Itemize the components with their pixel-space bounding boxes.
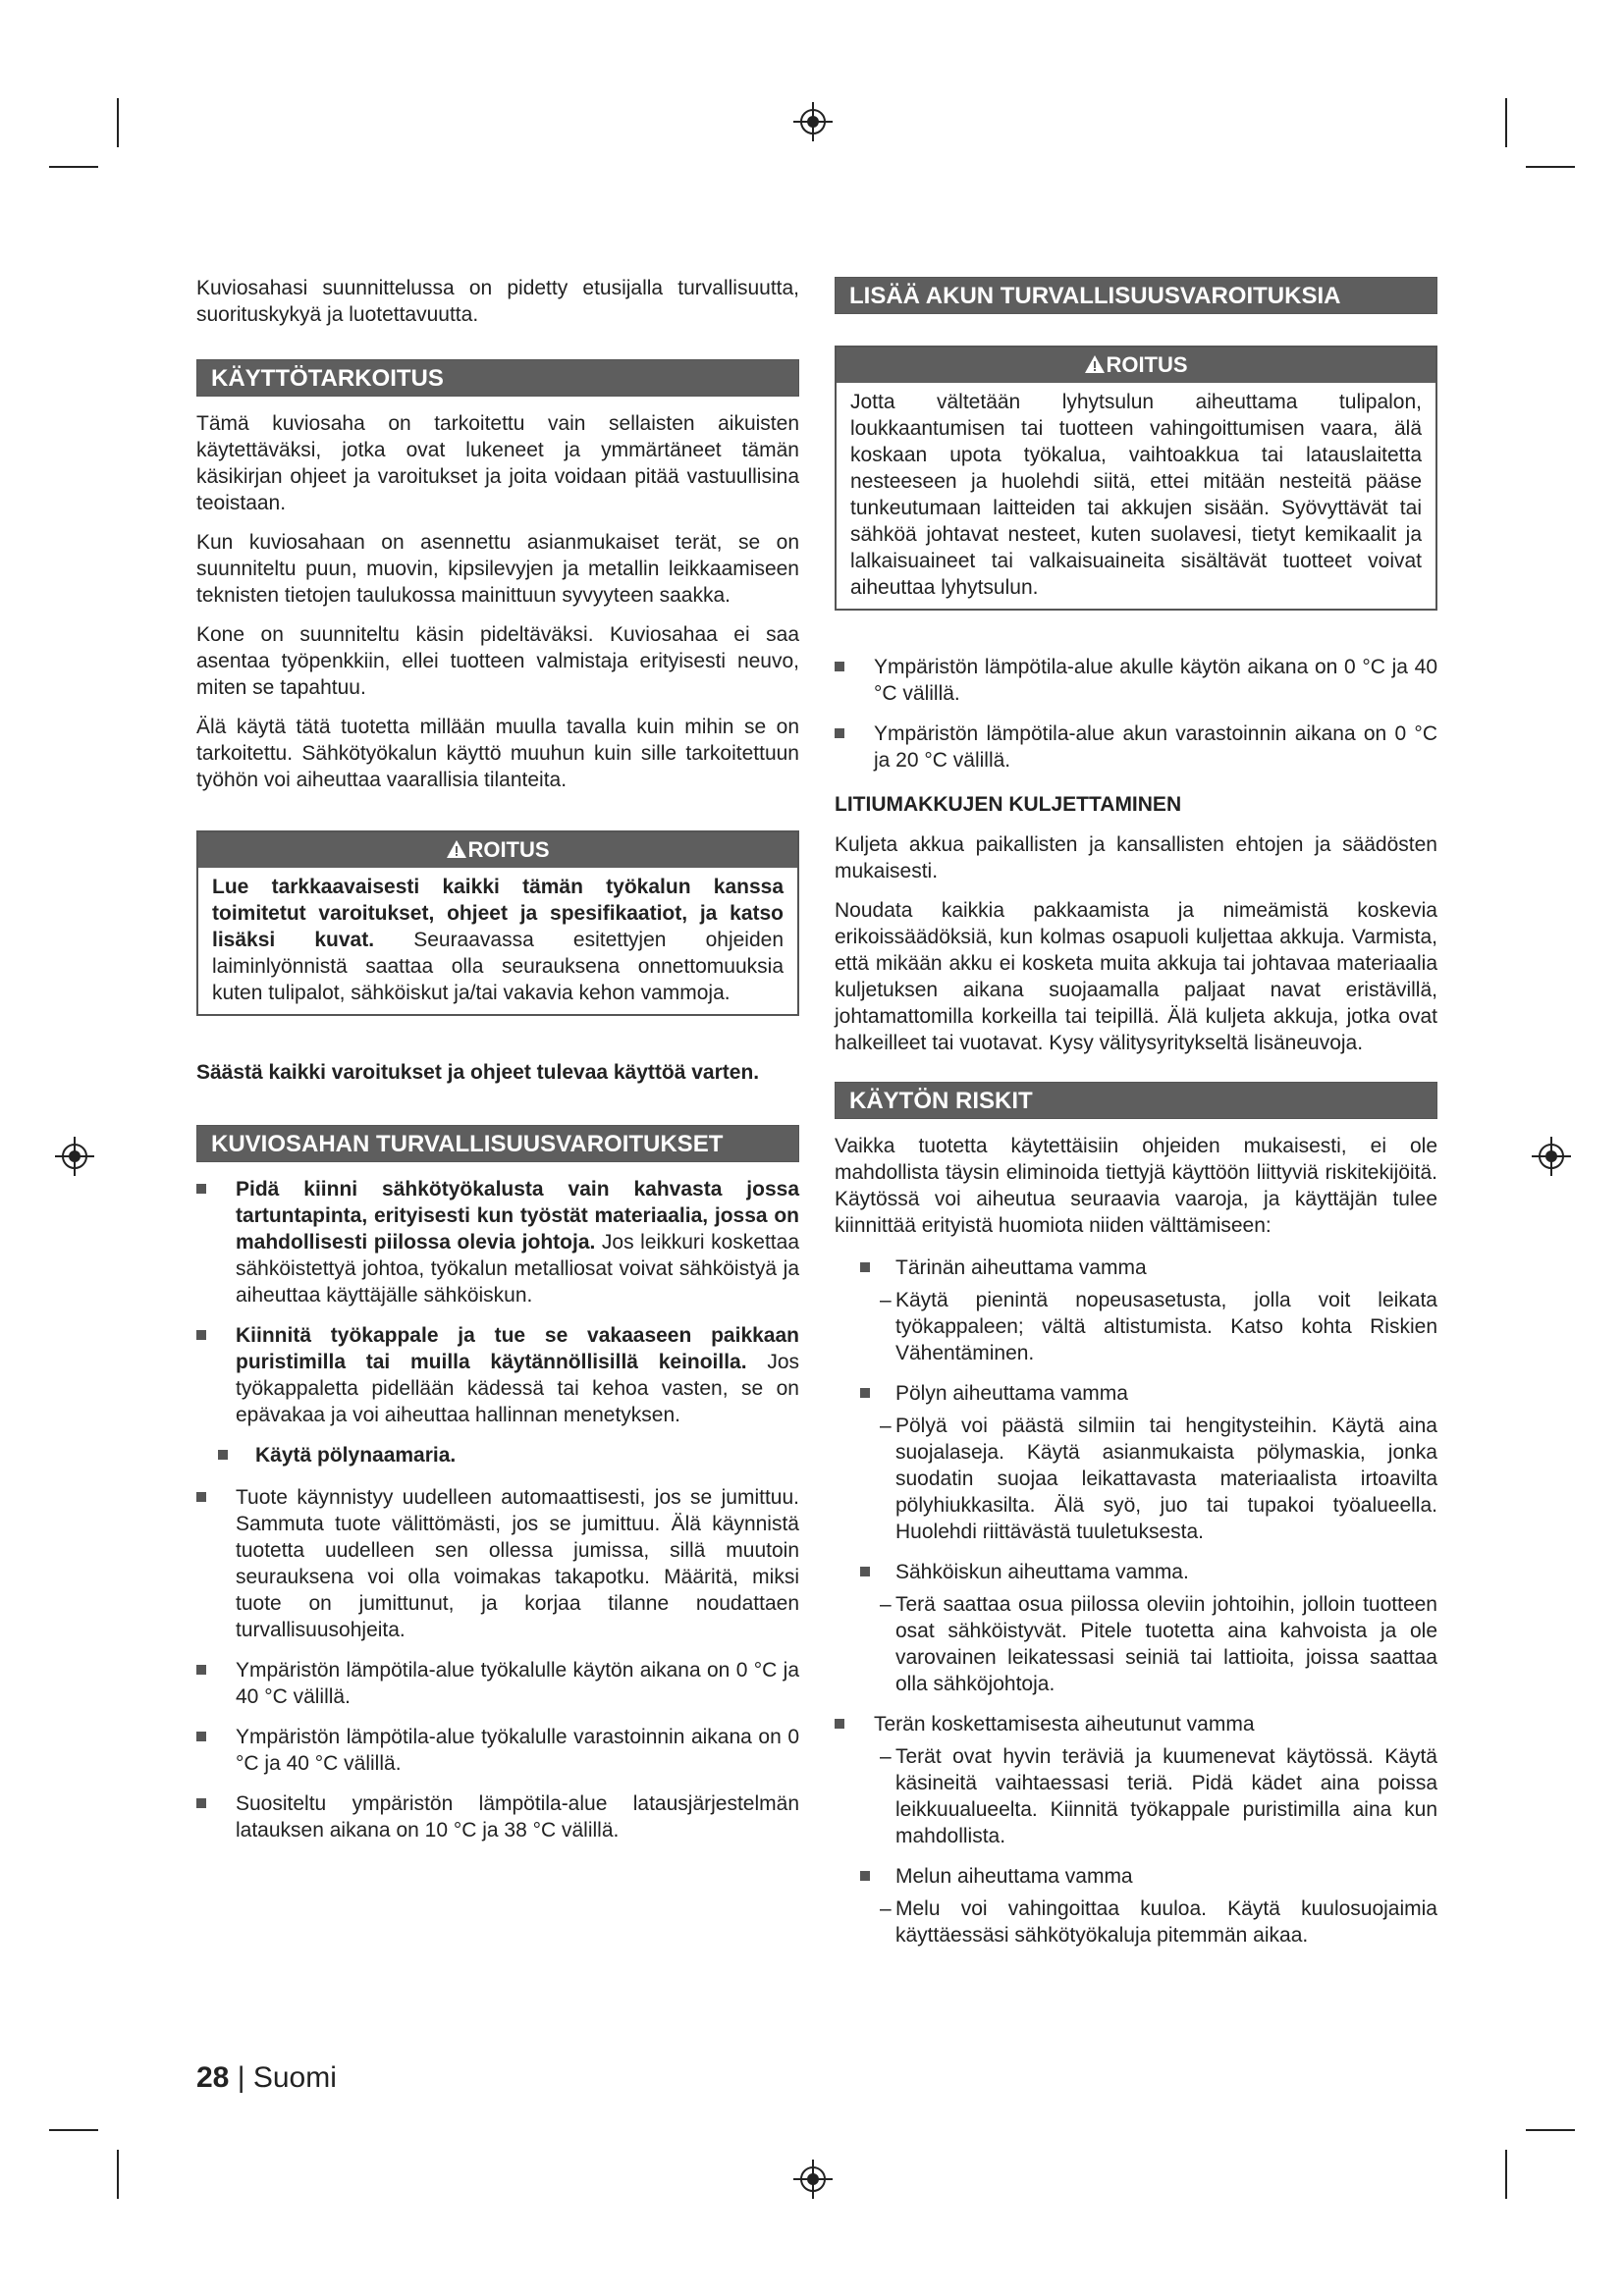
risks-intro: Vaikka tuotetta käytettäisiin ohjeiden mukaisesti, ei ole mahdollista täysin eliminoida tiettyjä käyttöön liittyviä riskitekijöitä. Käytössä voi aiheutua seuraavia vaaroja, ja käyttäjän tulee kiinnittää erityistä huomiota niiden välttämiseen: xyxy=(835,1135,1437,1237)
risk-item-title: Pölyn aiheuttama vamma xyxy=(835,1380,1437,1407)
save-instructions-note: Säästä kaikki varoitukset ja ohjeet tulevaa käyttöä varten. xyxy=(196,1061,760,1084)
right-column xyxy=(835,275,1437,1962)
risk-item-text: – Terät ovat hyvin teräviä ja kuumenevat käytössä. Käytä käsineitä vaihtaessasi teriä. Pidä kädet aina poissa leikkuualueelta. Kiinnitä työkappale puristimilla aina kun mahdollista. xyxy=(835,1743,1437,1849)
warning-text: Seuraavassa esitettyjen ohjeiden laiminlyönnistä saattaa olla seurauksena onnettomuuksia kuten tulipalot, sähköiskut ja/tai vakavia kehon vammoja. xyxy=(212,929,785,1004)
footer-separator: | xyxy=(229,2061,253,2094)
risk-item-text: – Pölyä voi päästä silmiin tai hengitysteihin. Käytä aina suojalaseja. Käytä asianmukaista pölymaskia, jonka suodatin suojaa leikattavasta materiaalista irtoavilta pölyhiukkasilta. Älä syö, juo tai tupakoi työalueella. Huolehdi riittävästä tuuletuksesta. xyxy=(835,1413,1437,1545)
list-item: Ympäristön lämpötila-alue työkalulle varastoinnin aikana on 0 °C ja 40 °C välillä. xyxy=(196,1724,799,1777)
battery-temp-list xyxy=(835,654,1437,774)
crosshair-registration-icon xyxy=(793,102,833,141)
risk-item-text: – Käytä pienintä nopeusasetusta, jolla voit leikata työkappaleen; vältä altistumista. Katso kohta Riskien Vähentäminen. xyxy=(835,1287,1437,1366)
list-item: Pidä kiinni sähkötyökalusta vain kahvasta jossa tartuntapinta, erityisesti kun työstät materiaalia, jossa on mahdollisesti piilossa olevia johtoja. Jos leikkuri koskettaa sähköistettyä johtoa, työkalun metalliosat voivat sähköistyä ja aiheuttaa käyttäjälle sähköiskun. xyxy=(196,1176,799,1308)
risk-item-title: Sähköiskun aiheuttama vamma. xyxy=(835,1559,1437,1585)
intended-use-p2: Kun kuviosahaan on asennettu asianmukaiset terät, se on suunniteltu puun, muovin, kipsilevyjen ja metallin leikkaamiseen teknisten tietojen taulukossa mainittuun syvyyteen saakka. xyxy=(196,531,799,607)
section-title-battery-safety: LISÄÄ AKUN TURVALLISUUSVAROITUKSIA xyxy=(835,277,1437,314)
section-title-usage-risks: KÄYTÖN RISKIT xyxy=(835,1082,1437,1119)
intended-use-p1: Tämä kuviosaha on tarkoitettu vain sellaisten aikuisten käytettäväksi, jotka ovat lukeneet ja ymmärtäneet tämän käsikirjan ohjeet ja varoitukset ja joita voidaan pitää vastuullisina teoistaan. xyxy=(196,412,799,514)
list-item: Ympäristön lämpötila-alue työkalulle käytön aikana on 0 °C ja 40 °C välillä. xyxy=(196,1657,799,1710)
section-title-intended-use: KÄYTTÖTARKOITUS xyxy=(196,359,799,397)
risk-item-text: – Melu voi vahingoittaa kuuloa. Käytä kuulosuojaimia käyttäessäsi sähkötyökaluja pitemmän aikaa. xyxy=(835,1896,1437,1949)
list-item: Suositeltu ympäristön lämpötila-alue latausjärjestelmän latauksen aikana on 10 °C ja 38 °C välillä. xyxy=(196,1790,799,1843)
risk-list xyxy=(835,1255,1437,1949)
crosshair-registration-icon xyxy=(55,1137,94,1176)
list-item: Ympäristön lämpötila-alue akulle käytön aikana on 0 °C ja 40 °C välillä. xyxy=(835,654,1437,707)
list-item: Tuote käynnistyy uudelleen automaattisesti, jos se jumittuu. Sammuta tuote välittömästi, jos se jumittuu. Älä käynnistä tuotetta uudelleen sen ollessa jumissa, sillä muutoin seurauksena voi olla voimakas takapotku. Määritä, miksi tuote on jumittunut, ja korjaa tilanne noudattaen turvallisuusohjeita. xyxy=(196,1484,799,1643)
page-footer xyxy=(196,2061,337,2095)
footer-language: Suomi xyxy=(252,2061,337,2094)
intro-text: Kuviosahasi suunnittelussa on pidetty etusijalla turvallisuutta, suorituskykyä ja luotettavuutta. xyxy=(196,277,799,326)
risk-item-title: Melun aiheuttama vamma xyxy=(835,1863,1437,1890)
transport-p2: Noudata kaikkia pakkaamista ja nimeämistä koskevia erikoissäädöksiä, kun kolmas osapuoli kuljettaa akkuja. Varmista, että mikään akku ei kosketa muita akkuja tai johtavaa materiaalia kuljetuksen aikana suojaamalla paljaat navat eristävillä, johtamattomilla korkeilla tai teipillä. Älä kuljeta akkuja, jotka ovat halkeilleet tai vuotavat. Kysy välitysyritykseltä lisäneuvoja. xyxy=(835,899,1437,1054)
warning-triangle-icon xyxy=(446,839,467,859)
warning-body xyxy=(198,868,797,1014)
warning-bold-text: Lue tarkkaavaisesti kaikki tämän työkalun kanssa toimitetut varoitukset, ohjeet ja spesifikaatiot, ja katso lisäksi kuvat. xyxy=(212,876,784,951)
risk-item-text: – Terä saattaa osua piilossa oleviin johtoihin, jolloin tuotteen osat sähköistyvät. Pitele tuotetta aina kahvoista ja ole varovainen leikatessasi seiniä tai lattioita, joissa saattaa olla sähköjohtoja. xyxy=(835,1591,1437,1697)
warning-body: Jotta vältetään lyhytsulun aiheuttama tulipalon, loukkaantumisen tai tuotteen vahingoittumisen vaara, älä koskaan upota työkalua, vaihtoakkua tai latauslaitetta nesteeseen ja huolehdi siitä, ettei mitään nesteitä pääse tunkeutumaan laitteiden tai akkujen sisään. Syövyttävät tai sähköä johtavat nesteet, kuten suolavesi, tietyt kemikaalit ja lalkaisuaineet tai valkaisuaineita sisältävät tuotteet voivat aiheuttaa lyhytsulun. xyxy=(850,391,1422,599)
transport-p1: Kuljeta akkua paikallisten ja kansallisten ehtojen ja säädösten mukaisesti. xyxy=(835,833,1437,882)
warning-header: ROITUS xyxy=(837,347,1435,383)
risk-item-title: Tärinän aiheuttama vamma xyxy=(835,1255,1437,1281)
crosshair-registration-icon xyxy=(793,2160,833,2199)
page-number: 28 xyxy=(196,2061,230,2094)
intended-use-p4: Älä käytä tätä tuotetta millään muulla tavalla kuin mihin se on tarkoitettu. Sähkötyökalun käyttö muuhun kuin sille tarkoitettuun työhön voi aiheuttaa vaarallisia tilanteita. xyxy=(196,716,799,791)
battery-warning-box xyxy=(835,346,1437,611)
list-item: Kiinnitä työkappale ja tue se vakaaseen paikkaan puristimilla tai muilla käytännöllisillä keinoilla. Jos työkappaletta pidellään kädessä tai kehoa vasten, se on epävakaa ja voi aiheuttaa hallinnan menetyksen. xyxy=(196,1322,799,1428)
warning-triangle-icon xyxy=(1084,354,1106,374)
sub-list-item: Käytä pölynaamaria. xyxy=(196,1442,799,1468)
list-item: Ympäristön lämpötila-alue akun varastoinnin aikana on 0 °C ja 20 °C välillä. xyxy=(835,721,1437,774)
risk-item-title: Terän koskettamisesta aiheutunut vamma xyxy=(835,1711,1437,1737)
warning-header: ROITUS xyxy=(198,832,797,868)
safety-list xyxy=(196,1176,799,1843)
warning-box xyxy=(196,830,799,1016)
section-title-jigsaw-safety: KUVIOSAHAN TURVALLISUUSVAROITUKSET xyxy=(196,1125,799,1162)
left-column xyxy=(196,275,799,1857)
subheading-lithium-transport: LITIUMAKKUJEN KULJETTAMINEN xyxy=(835,793,1182,816)
intended-use-p3: Kone on suunniteltu käsin pideltäväksi. Kuviosahaa ei saa asentaa työpenkkiin, ellei tuotteen valmistaja erityisesti neuvo, miten se tapahtuu. xyxy=(196,623,799,699)
crosshair-registration-icon xyxy=(1532,1137,1571,1176)
